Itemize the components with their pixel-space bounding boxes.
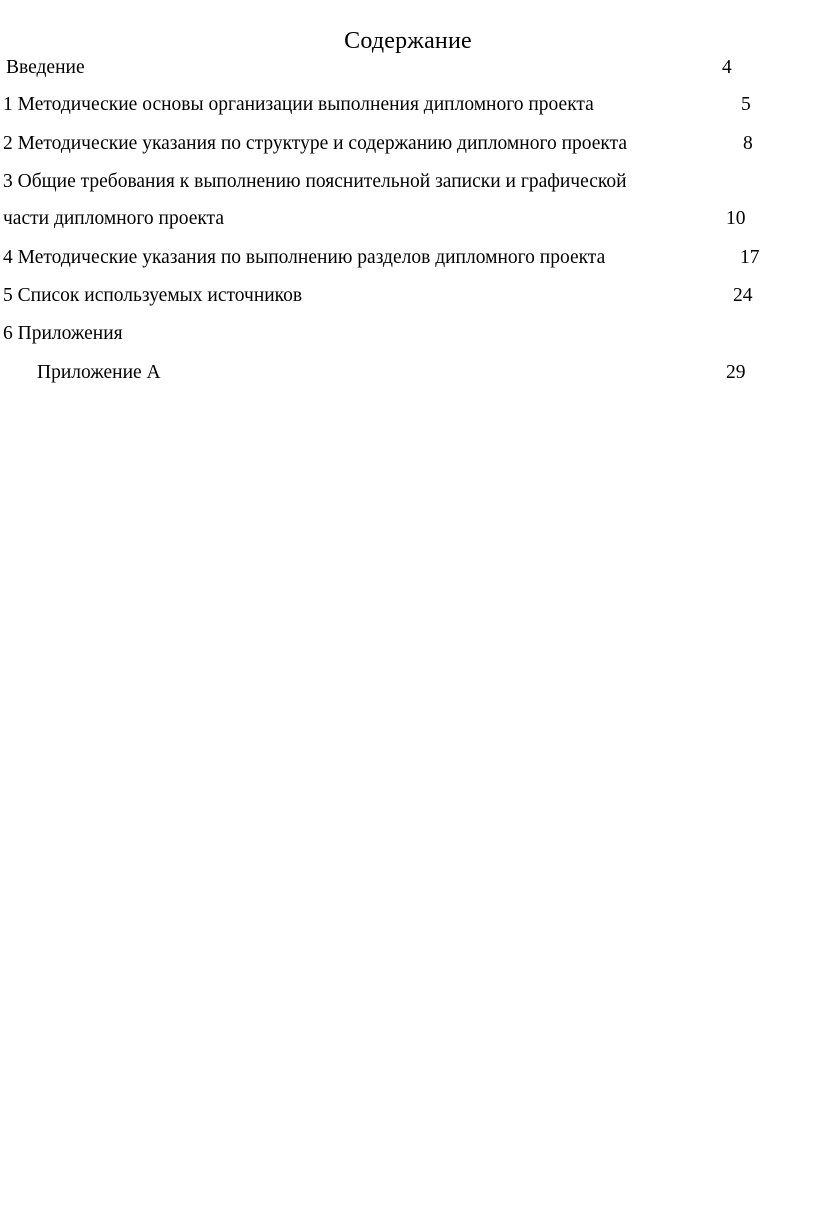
toc-page-number: 17 — [740, 247, 760, 268]
toc-entry-section-6: 6 Приложения — [3, 323, 123, 344]
toc-entry-section-1: 1 Методические основы организации выполнения дипломного проекта — [3, 94, 594, 115]
toc-entry-section-5: 5 Список используемых источников — [3, 285, 303, 306]
toc-page-number: 5 — [741, 94, 751, 115]
toc-entry-section-2: 2 Методические указания по структуре и содержанию дипломного проекта — [3, 133, 628, 154]
toc-page-number: 10 — [726, 208, 746, 229]
toc-entry-section-4: 4 Методические указания по выполнению разделов дипломного проекта — [3, 247, 606, 268]
toc-entry-section-3-continued: части дипломного проекта — [3, 208, 224, 229]
toc-entry-appendix-a: Приложение А — [37, 362, 161, 383]
toc-page-number: 29 — [726, 362, 746, 383]
toc-page-number: 24 — [733, 285, 753, 306]
toc-entry-section-3: 3 Общие требования к выполнению пояснительной записки и графической — [3, 171, 627, 192]
toc-title: Содержание — [344, 28, 472, 54]
toc-page-number: 4 — [722, 57, 732, 78]
toc-page-number: 8 — [743, 133, 753, 154]
toc-entry-introduction: Введение — [6, 57, 85, 78]
